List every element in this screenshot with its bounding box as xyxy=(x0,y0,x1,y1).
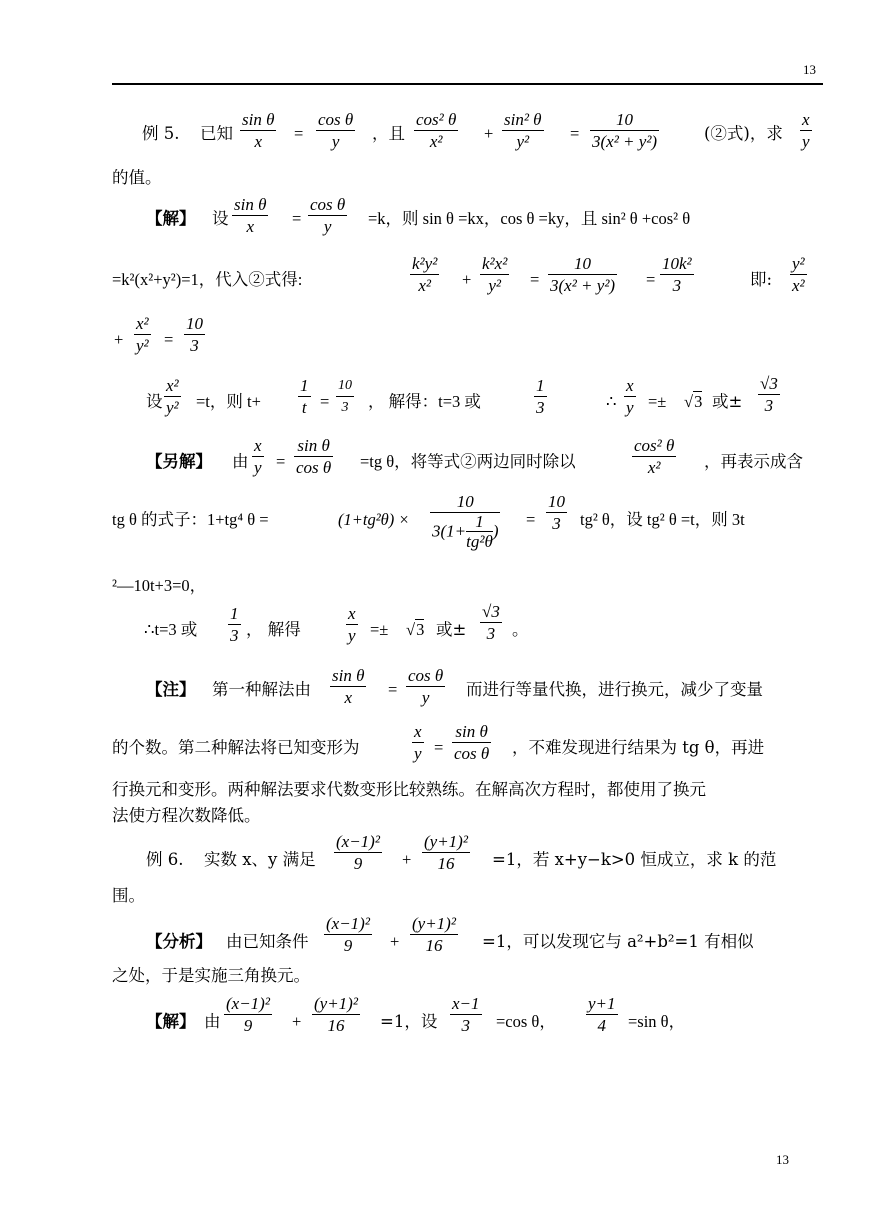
text: ∴t=3 或 xyxy=(144,620,198,639)
text: tg² θ，设 tg² θ =t，则 3t xyxy=(580,510,745,529)
fraction: $\frac{\text{(x−1)²}}{9}$ xyxy=(326,914,370,955)
fraction: $\frac{\text{(y+1)²}}{16}$ xyxy=(412,914,456,955)
fraction: $\frac{10}{3}$ xyxy=(548,492,565,533)
text: 围。 xyxy=(112,886,145,905)
text: =t，则 t+ xyxy=(196,392,261,411)
fraction: $\frac{√3}{3}$ xyxy=(760,374,778,415)
fraction: $\frac{\text{cos θ}}{y}$ xyxy=(310,195,346,236)
sqrt: √3 xyxy=(684,392,703,411)
analysis-heading: 【分析】 xyxy=(146,932,212,951)
text: 由 xyxy=(204,1012,221,1031)
fraction: $\frac{10}{3}$ xyxy=(186,314,203,355)
page-number-top: 13 xyxy=(803,62,816,77)
solution-heading: 【解】 xyxy=(146,209,196,228)
text: 的值。 xyxy=(112,168,162,187)
fraction: $\frac{\text{cos θ}}{y}$ xyxy=(408,666,444,707)
text: =tg θ，将等式②两边同时除以 xyxy=(360,452,576,471)
fraction: $\frac{√3}{3}$ xyxy=(482,602,500,643)
equals: = xyxy=(530,270,540,289)
fraction: $\frac{10}{\text{3(x² + y²)}}$ xyxy=(550,254,616,295)
text: 设 xyxy=(146,392,163,411)
fraction: $\frac{x}{y}$ xyxy=(348,604,356,645)
fraction: $\frac{\text{x²}}{\text{y²}}$ xyxy=(136,314,149,355)
plus: + xyxy=(292,1012,302,1031)
fraction: $\frac{\text{k²y²}}{\text{x²}}$ xyxy=(412,254,438,295)
text: 之处，于是实施三角换元。 xyxy=(112,966,310,985)
text: ，不难发现进行结果为 tg θ，再进 xyxy=(512,738,765,757)
text: 或± xyxy=(436,620,467,639)
page-number-bottom: 13 xyxy=(776,1152,789,1167)
text: =k，则 sin θ =kx，cos θ =ky，且 sin² θ +cos² θ xyxy=(368,209,691,228)
equals: = xyxy=(164,330,174,349)
fraction: $\frac{1}{3}$ xyxy=(536,376,545,417)
text: 由已知条件 xyxy=(226,932,309,951)
text: 由 xyxy=(232,452,249,471)
text: =sin θ， xyxy=(628,1012,686,1031)
fraction: $\frac{10}{\text{3(x² + y²)}}$ xyxy=(592,110,658,151)
text: =± xyxy=(370,620,389,639)
text: 即: xyxy=(750,270,773,289)
text: =1，可以发现它与 a²+b²=1 有相似 xyxy=(482,932,754,951)
text: 实数 x、y 满足 xyxy=(204,850,316,869)
plus: + xyxy=(484,124,494,143)
fraction: $\frac{\text{cos θ}}{y}$ xyxy=(318,110,354,151)
fraction: $\frac{\text{k²x²}}{\text{y²}}$ xyxy=(482,254,508,295)
text: 的个数。第二种解法将已知变形为 xyxy=(112,738,360,757)
plus: + xyxy=(462,270,472,289)
fraction: $\frac{x}{y}$ xyxy=(254,436,262,477)
equals: = xyxy=(294,124,304,143)
text: =cos θ， xyxy=(496,1012,556,1031)
solution-heading: 【另解】 xyxy=(146,452,212,471)
fraction: $\frac{x}{y}$ xyxy=(626,376,634,417)
fraction: $\frac{\text{sin θ}}{\text{cos θ}}$ xyxy=(296,436,332,477)
text: =1，若 x+y−k>0 恒成立，求 k 的范 xyxy=(492,850,777,869)
text: =1，设 xyxy=(380,1012,438,1031)
text: =k²(x²+y²)=1，代入②式得: xyxy=(112,270,303,289)
plus: + xyxy=(402,850,412,869)
fraction: $\frac{x-1}{3}$ xyxy=(452,994,480,1035)
fraction: 10 3(1+ $\frac{1}{\text{tg²θ}}$ ) xyxy=(430,492,500,561)
text: ，再表示成含 xyxy=(704,452,803,471)
fraction: $\frac{\text{y²}}{\text{x²}}$ xyxy=(792,254,805,295)
text: ， 解得：t=3 或 xyxy=(368,392,481,411)
fraction: $\frac{y+1}{4}$ xyxy=(588,994,616,1035)
example-label: 例 5. xyxy=(142,124,180,143)
fraction: $\frac{x}{y}$ xyxy=(414,722,422,763)
fraction: $\frac{\text{sin θ}}{\text{cos θ}}$ xyxy=(454,722,490,763)
text: ²—10t+3=0， xyxy=(112,576,207,595)
expression: (1+tg²θ) × xyxy=(338,510,410,529)
therefore-symbol: ∴ xyxy=(606,392,617,411)
text: 或± xyxy=(712,392,743,411)
example-label: 例 6. xyxy=(146,850,184,869)
fraction: $\frac{\text{(y+1)²}}{16}$ xyxy=(314,994,358,1035)
text: 法使方程次数降低。 xyxy=(112,806,261,825)
equals: = xyxy=(388,680,398,699)
fraction: $\frac{\text{sin² θ}}{\text{y²}}$ xyxy=(504,110,542,151)
fraction: $\frac{1}{t}$ xyxy=(300,376,309,417)
fraction: $\frac{\text{x²}}{\text{y²}}$ xyxy=(166,376,179,417)
text: 行换元和变形。两种解法要求代数变形比较熟练。在解高次方程时，都使用了换元 xyxy=(112,780,706,799)
fraction: $\frac{\text{(x−1)²}}{9}$ xyxy=(336,832,380,873)
fraction: $\frac{\text{sin θ}}{x}$ xyxy=(242,110,275,151)
text: (②式)，求 xyxy=(704,124,783,143)
sqrt: √3 xyxy=(406,620,425,639)
equals: = xyxy=(646,270,656,289)
equals: = xyxy=(434,738,444,757)
solution-heading: 【解】 xyxy=(146,1012,196,1031)
plus: + xyxy=(390,932,400,951)
text: 已知 xyxy=(200,124,233,143)
text: 设 xyxy=(212,209,229,228)
equals: = xyxy=(570,124,580,143)
note-heading: 【注】 xyxy=(146,680,196,699)
text: 而进行等量代换，进行换元，减少了变量 xyxy=(466,680,763,699)
fraction: $\frac{\text{sin θ}}{x}$ xyxy=(332,666,365,707)
fraction: $\frac{\text{cos² θ}}{\text{x²}}$ xyxy=(634,436,675,477)
text: tg θ 的式子：1+tg⁴ θ = xyxy=(112,510,269,529)
fraction: $\frac{x}{y}$ xyxy=(802,110,810,151)
text: 。 xyxy=(512,620,529,639)
equals: = xyxy=(320,392,330,411)
plus: + xyxy=(114,330,124,349)
text: =± xyxy=(648,392,667,411)
equals: = xyxy=(276,452,286,471)
fraction: $\frac{\text{sin θ}}{x}$ xyxy=(234,195,267,236)
text: 第一种解法由 xyxy=(212,680,311,699)
text: ， 解得 xyxy=(246,620,301,639)
equals: = xyxy=(526,510,536,529)
fraction: $\frac{\text{(y+1)²}}{16}$ xyxy=(424,832,468,873)
fraction: $\frac{\text{10k²}}{3}$ xyxy=(662,254,692,295)
text: ，且 xyxy=(372,124,405,143)
equals: = xyxy=(292,209,302,228)
fraction: $\frac{10}{3}$ xyxy=(336,376,354,419)
fraction: $\frac{\text{(x−1)²}}{9}$ xyxy=(226,994,270,1035)
fraction: $\frac{1}{3}$ xyxy=(230,604,239,645)
header-rule xyxy=(112,83,823,85)
fraction: $\frac{\text{cos² θ}}{\text{x²}}$ xyxy=(416,110,457,151)
